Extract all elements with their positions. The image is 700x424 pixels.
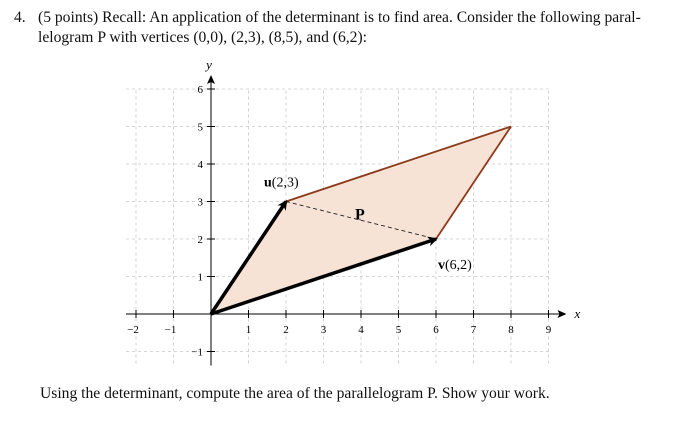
x-tick-label: 9 xyxy=(545,324,552,336)
y-tick-label: 4 xyxy=(197,159,203,171)
x-tick-label: −1 xyxy=(164,324,177,336)
y-tick-label: −1 xyxy=(191,346,203,359)
x-tick-label: 7 xyxy=(470,324,477,336)
x-tick-label: 6 xyxy=(433,324,439,336)
x-tick-label: −2 xyxy=(127,324,139,336)
x-tick-label: 8 xyxy=(508,324,514,336)
x-tick-label: 1 xyxy=(245,324,252,336)
problem-number: 4. xyxy=(14,9,26,26)
x-tick-label: 2 xyxy=(283,324,289,336)
y-tick-label: 6 xyxy=(197,84,203,96)
y-tick-label: 2 xyxy=(197,234,203,246)
y-tick-label: 5 xyxy=(197,121,203,134)
region-label-p: P xyxy=(355,206,365,224)
vector-u-label: u(2,3) xyxy=(264,175,299,191)
y-tick-label: 3 xyxy=(197,196,203,209)
x-axis-label: x xyxy=(574,306,581,321)
vector-v-label: v(6,2) xyxy=(438,258,472,273)
y-tick-label: 1 xyxy=(197,271,203,284)
question-text: Using the determinant, compute the area of the parallelogram P. Show your work. xyxy=(40,385,550,402)
problem-text-line-2: lelogram P with vertices (0,0), (2,3), (8,5), and (6,2): xyxy=(38,29,367,46)
y-axis-label: y xyxy=(206,57,212,72)
x-tick-label: 3 xyxy=(320,324,327,336)
x-tick-label: 4 xyxy=(358,324,364,336)
x-tick-label: 5 xyxy=(395,324,402,336)
problem-text-line-1: (5 points) Recall: An application of the determinant is to find area. Consider the following paral- xyxy=(38,9,641,26)
